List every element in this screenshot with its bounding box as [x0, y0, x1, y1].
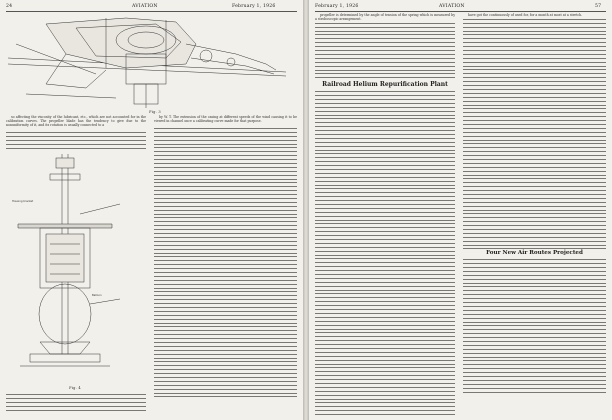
- right-col2-lines-top: [463, 19, 606, 249]
- right-col1-lines-body: [315, 91, 455, 415]
- left-col2-text: [154, 116, 297, 125]
- right-col2-lines-bottom: [463, 259, 606, 392]
- left-col1-bottom-lines: [6, 394, 146, 413]
- left-date: February 1, 1926: [232, 4, 276, 9]
- left-page-number: 24: [6, 4, 13, 9]
- figure-3-drawing: [6, 14, 298, 110]
- right-date: February 1, 1926: [315, 4, 359, 9]
- figure-4-caption: Fig. 4: [69, 386, 81, 390]
- right-col2-intro: have got the continuously of used for, for a month at most at a stretch.: [468, 13, 583, 17]
- right-col1-intro: propeller is determined by the angle of tension of the spring which is measured by a stroboscopic arrangement.: [315, 13, 455, 21]
- right-journal-title: AVIATION: [439, 4, 465, 9]
- left-journal-title: AVIATION: [132, 4, 158, 9]
- left-col1-paragraph: so affecting the viscosity of the lubricant, etc., which are not accounted for in the calibration curves. The propeller blade has the tendency to give due to the nonuniformity of it, and its rotation is usually connected to a: [6, 115, 146, 127]
- right-col1-lines-top: [315, 23, 455, 78]
- left-col1-text: [6, 116, 146, 129]
- figure-4-label-housing: Housing bracket: [12, 200, 34, 203]
- figure-4-label-balloon: Balloon: [92, 294, 102, 297]
- right-col1: [315, 14, 455, 418]
- right-page-number: 57: [595, 4, 602, 9]
- right-col2: [463, 14, 606, 395]
- figure-3-caption: Fig. 3: [149, 110, 161, 114]
- left-page: [0, 0, 303, 420]
- right-page: [309, 0, 612, 420]
- figure-4-drawing: [10, 154, 140, 384]
- left-col1-lines: [6, 132, 146, 151]
- left-header-rule: [6, 11, 297, 12]
- left-col2-paragraph: by W. T. The extension of the casing at different speeds of the wind causing it to be viewed in channel once a calibrating curve made for that purpose.: [154, 115, 297, 123]
- article-title-helium-plant: Railroad Helium Repurification Plant: [322, 81, 448, 89]
- article-title-air-routes: Four New Air Routes Projected: [486, 250, 583, 257]
- right-header-rule: [315, 11, 606, 12]
- left-col2-lines: [154, 128, 297, 400]
